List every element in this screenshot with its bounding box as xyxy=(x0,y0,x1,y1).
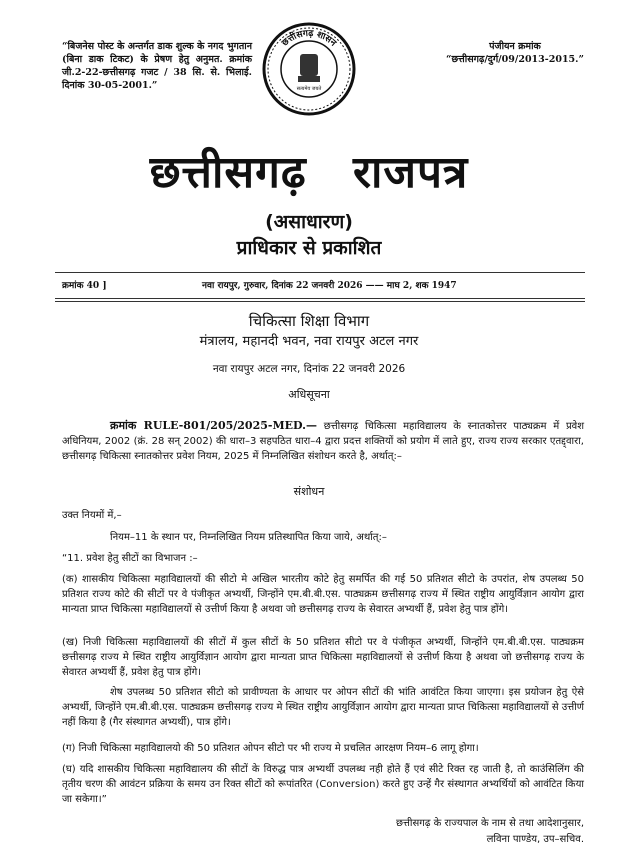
gazette-subtitle: (असाधारण) xyxy=(265,211,353,233)
issue-line xyxy=(62,278,592,291)
issue-date: नवा रायपुर, गुरुवार, दिनांक 22 जनवरी 2026 —— माघ 2, शक 1947 xyxy=(202,281,457,291)
signatory-name: लविना पाण्डेय, उप–सचिव. xyxy=(486,834,584,845)
registration-label: पंजीयन क्रमांक xyxy=(489,41,541,52)
amendment-heading: संशोधन xyxy=(293,485,325,498)
seal-top-text: छत्तीसगढ़ शासन xyxy=(280,28,338,49)
order-number: क्रमांक RULE-801/205/2025-MED.— xyxy=(110,419,317,432)
signature-authority: छत्तीसगढ़ के राज्यपाल के नाम से तथा आदेशानुसार, xyxy=(395,818,584,829)
seal-motto: सत्यमेव जयते xyxy=(296,86,322,92)
clause-gha: (घ) यदि शासकीय चिकित्सा महाविद्यालय की सीटों के विरुद्ध पात्र अभ्यर्थी उपलब्ध नही होते हैं एवं सीटे रिक्त रह जाती है, तो काउंसिलिंग की तृतीय चरण की आवंटन प्रक्रिया के समय उन रिक्त सीटों को रूपांतरित (Conversion) करते हुए उन्हें गैर संस्थागत अभ्यर्थियों को आवंटित किया जा सकेगा।” xyxy=(62,764,584,805)
top-rule xyxy=(55,272,585,273)
intro-text: उक्त नियमों में,– xyxy=(62,510,122,521)
place-date: नवा रायपुर अटल नगर, दिनांक 22 जनवरी 2026 xyxy=(212,363,406,375)
preamble-text: छत्तीसगढ़ चिकित्सा महाविद्यालय के स्नातकोत्तर पाठ्यक्रम में प्रवेश अधिनियम, 2002 (क्रं. 28 सन् 2002) की धारा–3 सहपठित धारा–4 द्वारा प्रदत्त शक्तियों को प्रयोग में लाते हुए, राज्य राज्य सरकार एतद्द्वारा, छत्तीसगढ़ चिकित्सा स्नातकोत्तर प्रवेश नियम, 2025 में निम्नलिखित संशोधन करते है, अर्थात्:– xyxy=(62,421,584,462)
issue-number: क्रमांक 40 ] xyxy=(62,281,107,291)
postal-note: “बिजनेस पोस्ट के अन्तर्गत डाक शुल्क के नगद भुगतान (बिना डाक टिकट) के प्रेषण हेतु अनुमत. क्रमांक जी.2-22-छत्तीसगढ़ गजट / 38 सि. से. भिलाई. दिनांक 30-05-2001.” xyxy=(62,41,252,91)
rule-title: “11. प्रवेश हेतु सीटों का विभाजन :– xyxy=(62,553,198,564)
notification-heading: अधिसूचना xyxy=(288,388,330,401)
svg-text:छत्तीसगढ़ शासन xyxy=(279,29,338,49)
double-rule-top xyxy=(55,298,585,299)
department-address: मंत्रालय, महानदी भवन, नवा रायपुर अटल नगर xyxy=(199,334,419,349)
clause-ka: (क) शासकीय चिकित्सा महाविद्यालयों की सीटो मे अखिल भारतीय कोटे हेतु समर्पित की गई 50 प्रतिशत सीटो के उपरांत, शेष उपलब्ध 50 प्रतिशत राज्य कोटे की सीटों पर वे पंजीकृत अभ्यर्थी, जिन्होंने एम.बी.बी.एस. पाठ्यक्रम छत्तीसगढ़ राज्य में स्थित राष्ट्रीय आयुर्विज्ञान आयोग द्वारा मान्यता प्राप्त चिकित्सा महाविद्यालयों से उत्तीर्ण किया है अथवा जो छत्तीसगढ़ राज्य के सेवारत अभ्यर्थी हैं, प्रवेश हेतु पात्र होंगे। xyxy=(62,574,584,615)
registration-number: “छत्तीसगढ़/दुर्ग/09/2013-2015.” xyxy=(446,54,584,65)
clause-ga: (ग) निजी चिकित्सा महाविद्यालयो की 50 प्रतिशत ओपन सीटो पर भी राज्य मे प्रचलित आरक्षण नियम–6 लागू होगा। xyxy=(62,743,479,754)
clause-kha: (ख) निजी चिकित्सा महाविद्यालयों की सीटों में कुल सीटों के 50 प्रतिशत सीटो पर वे पंजीकृत अभ्यर्थी, जिन्होंने एम.बी.बी.एस. पाठ्यक्रम छत्तीसगढ़ राज्य मे स्थित राष्ट्रीय आयुर्विज्ञान आयोग द्वारा मान्यता प्राप्त चिकित्सा महाविद्यालयों से उत्तीर्ण किया है अथवा जो छत्तीसगढ़ राज्य के सेवारत अभ्यर्थी हैं, प्रवेश हेतु पात्र होंगे। xyxy=(62,637,584,678)
rule-replace-text: नियम–11 के स्थान पर, निम्नलिखित नियम प्रतिस्थापित किया जाये, अर्थात्:– xyxy=(110,532,387,543)
state-emblem-seal xyxy=(262,22,356,116)
department-name: चिकित्सा शिक्षा विभाग xyxy=(248,312,370,330)
registration-block xyxy=(430,40,600,66)
double-rule-bottom xyxy=(55,301,585,302)
gazette-title: छत्तीसगढ़ राजपत्र xyxy=(149,147,469,198)
gazette-authority: प्राधिकार से प्रकाशित xyxy=(236,237,382,259)
clause-kha-continuation: शेष उपलब्ध 50 प्रतिशत सीटो को प्रावीण्यता के आधार पर ओपन सीटों की भांति आवंटित किया जाएगा। इस प्रयोजन हेतु ऐसे अभ्यर्थी, जिन्होंने एम.बी.बी.एस. पाठ्यक्रम छत्तीसगढ़ राज्य मे स्थित राष्ट्रीय आयुर्विज्ञान आयोग द्वारा मान्यता प्राप्त चिकित्सा महाविद्यालयों से उत्तीर्ण नहीं किया है (गैर संस्थागत अभ्यर्थी), पात्र होंगे। xyxy=(62,687,584,728)
preamble-paragraph xyxy=(62,418,584,464)
